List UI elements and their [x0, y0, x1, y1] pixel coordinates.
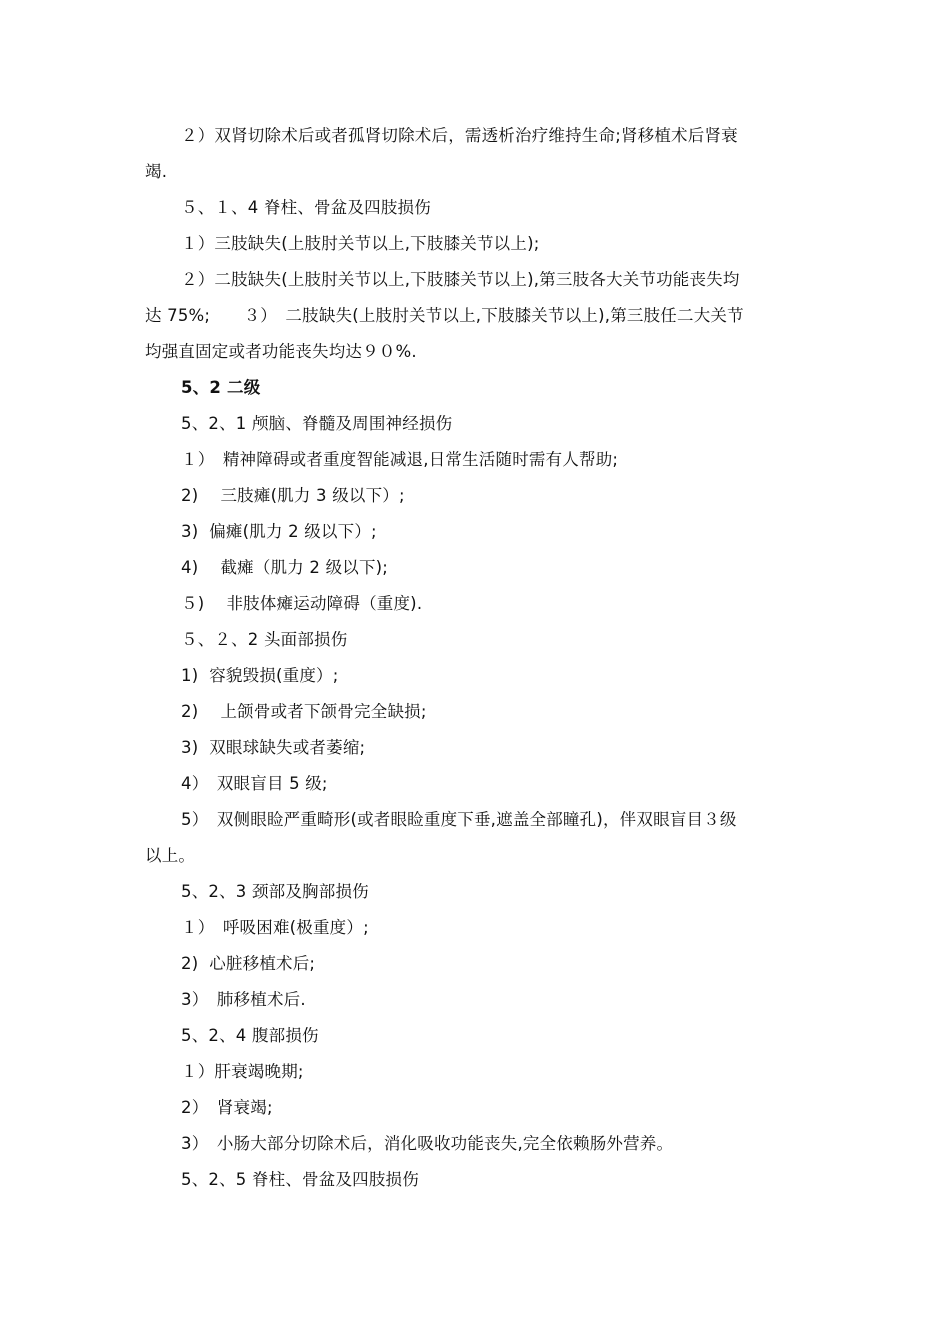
paragraph-line: 均强直固定或者功能丧失均达９０%. [145, 342, 417, 361]
paragraph-line: 竭. [145, 162, 168, 181]
list-item: １） 呼吸困难(极重度）; [181, 918, 369, 937]
list-item: 2) 上颌骨或者下颌骨完全缺损; [181, 702, 427, 721]
section-heading: ５、１、4 脊柱、骨盆及四肢损伤 [181, 198, 431, 217]
paragraph-line: ２）双肾切除术后或者孤肾切除术后，需透析治疗维持生命;肾移植术后肾衰 [181, 126, 738, 145]
list-item: 1) 容貌毁损(重度）; [181, 666, 339, 685]
list-item: 4） 双眼盲目 5 级; [181, 774, 328, 793]
list-item: 2) 三肢瘫(肌力 3 级以下）; [181, 486, 405, 505]
section-heading: 5、2、3 颈部及胸部损伤 [181, 882, 369, 901]
list-item: 3） 肺移植术后. [181, 990, 306, 1009]
list-item: 达 75%; ３） 二肢缺失(上肢肘关节以上,下肢膝关节以上),第三肢任二大关节 [145, 306, 744, 325]
list-item: １）三肢缺失(上肢肘关节以上,下肢膝关节以上); [181, 234, 540, 253]
section-heading: 5、2、5 脊柱、骨盆及四肢损伤 [181, 1170, 419, 1189]
list-item: 2) 心脏移植术后; [181, 954, 316, 973]
list-item: ５) 非肢体瘫运动障碍（重度). [181, 594, 423, 613]
list-item: １） 精神障碍或者重度智能减退,日常生活随时需有人帮助; [181, 450, 619, 469]
list-item: １）肝衰竭晚期; [181, 1062, 304, 1081]
list-item: ２）二肢缺失(上肢肘关节以上,下肢膝关节以上),第三肢各大关节功能丧失均 [181, 270, 740, 289]
list-item: 2） 肾衰竭; [181, 1098, 273, 1117]
section-heading: 5、2 二级 [181, 378, 261, 397]
paragraph-line: 以上。 [145, 846, 196, 865]
list-item: 3） 小肠大部分切除术后，消化吸收功能丧失,完全依赖肠外营养。 [181, 1134, 674, 1153]
list-item: 4) 截瘫（肌力 2 级以下); [181, 558, 389, 577]
section-heading: 5、2、1 颅脑、脊髓及周围神经损伤 [181, 414, 453, 433]
list-item: 3) 双眼球缺失或者萎缩; [181, 738, 366, 757]
list-item: 5） 双侧眼睑严重畸形(或者眼睑重度下垂,遮盖全部瞳孔)，伴双眼盲目３级 [181, 810, 737, 829]
section-heading: 5、2、4 腹部损伤 [181, 1026, 319, 1045]
list-item: 3) 偏瘫(肌力 2 级以下）; [181, 522, 377, 541]
section-heading: ５、２、2 头面部损伤 [181, 630, 348, 649]
